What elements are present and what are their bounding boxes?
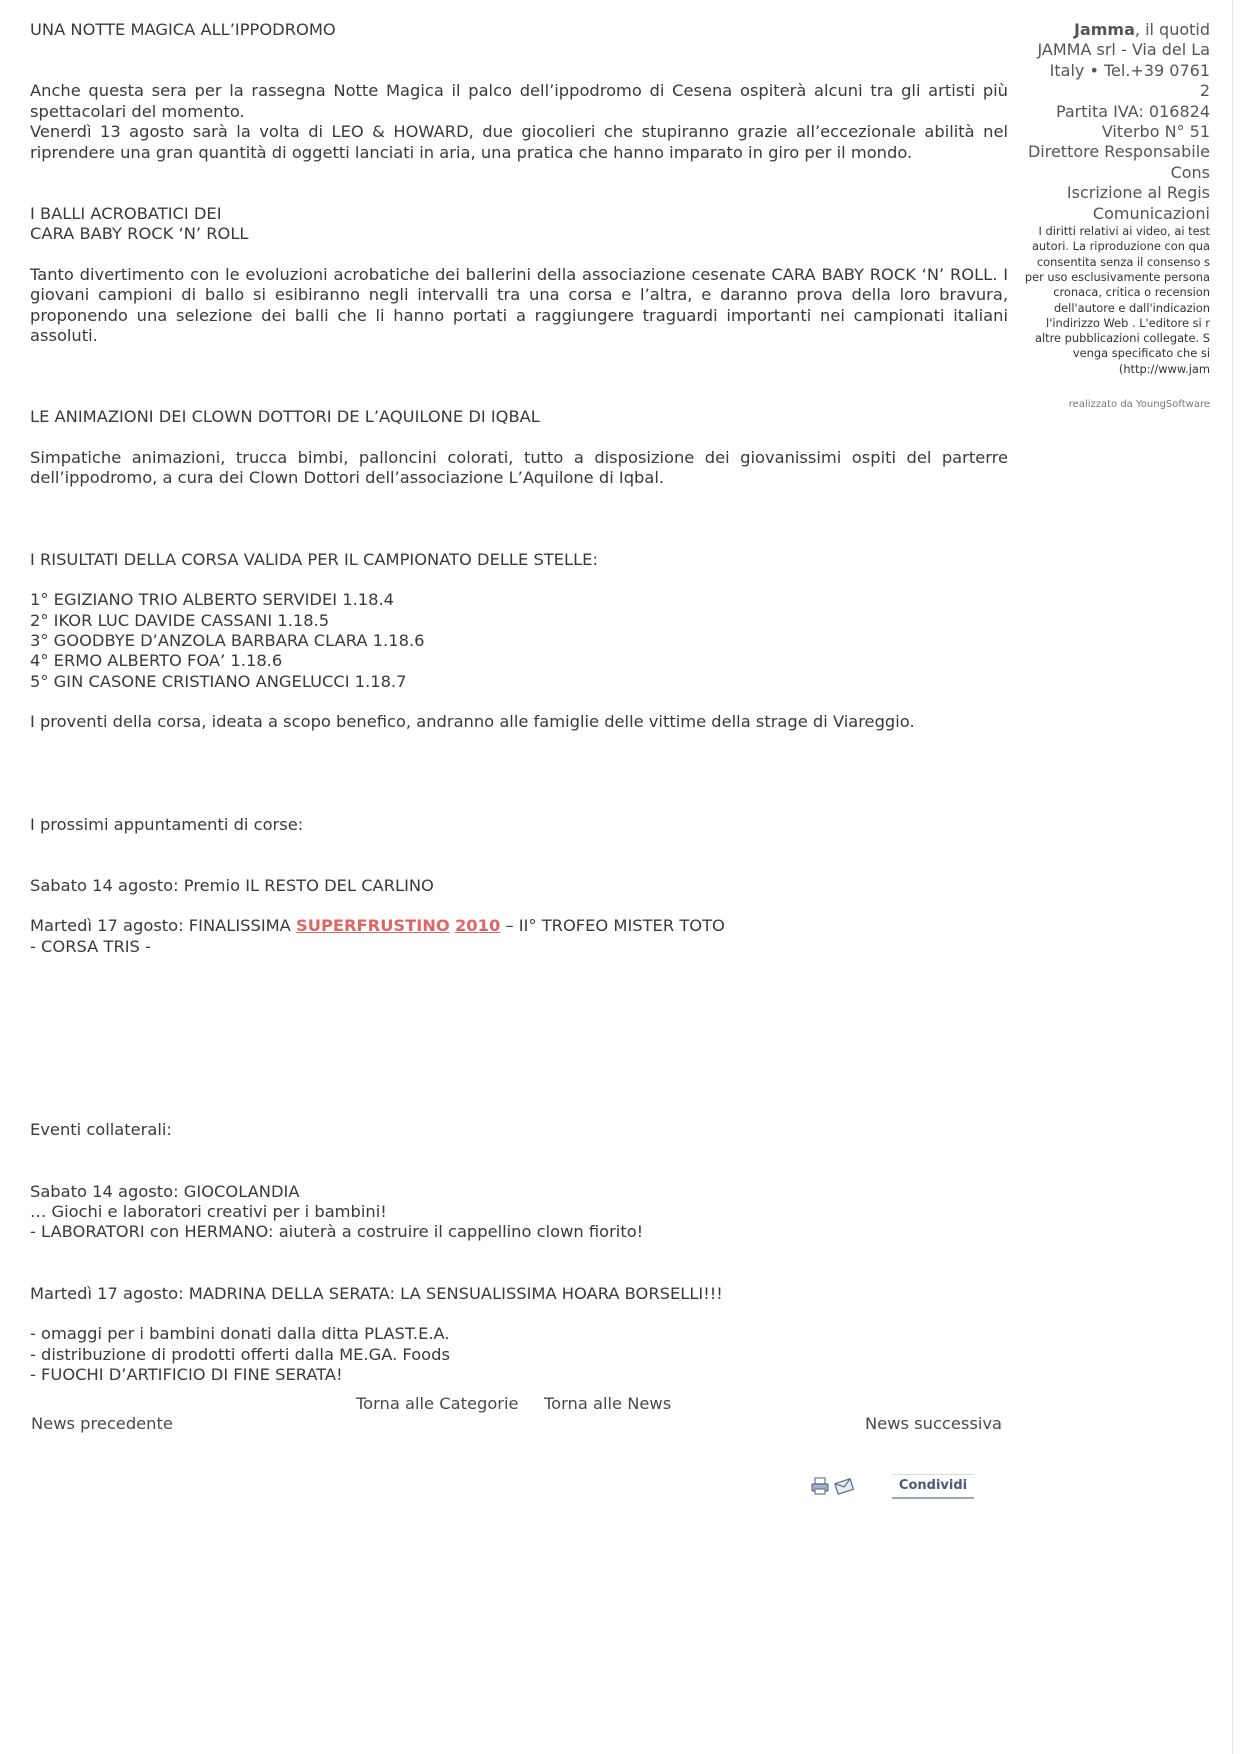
event-tuesday-item: - omaggi per i bambini donati dalla ditta PLAST.E.A.	[30, 1324, 450, 1344]
sidebar-line: Partita IVA: 016824	[1055, 101, 1210, 121]
sidebar-line: Viterbo N° 51	[1101, 122, 1210, 142]
site-info-sidebar	[1010, 20, 1210, 410]
next-race-tuesday-suffix: – II° TROFEO MISTER TOTO	[500, 916, 725, 936]
sidebar-line: Iscrizione al Regis	[1066, 183, 1210, 203]
result-row: 2° IKOR LUC DAVIDE CASSANI 1.18.5	[30, 610, 330, 630]
event-tuesday-title: Martedì 17 agosto: MADRINA DELLA SERATA: LA SENSUALISSIMA HOARA BORSELLI!!!	[30, 1283, 723, 1303]
balli-heading-line1: I BALLI ACROBATICI DEI	[30, 204, 222, 224]
sidebar-brand-tail: , il quotid	[1134, 20, 1210, 39]
page-edge-rule	[1232, 0, 1233, 1754]
share-button[interactable]: Condividi	[892, 1474, 974, 1499]
result-row: 3° GOODBYE D’ANZOLA BARBARA CLARA 1.18.6	[30, 630, 425, 650]
sidebar-rights-line: I diritti relativi ai video, ai test	[1038, 224, 1210, 239]
clown-text: Simpatiche animazioni, trucca bimbi, palloncini colorati, tutto a disposizione dei giovanissimi ospiti del parterre dell’ippodromo, a cura dei Clown Dottori dell’associazione L’Aquilone di Iqbal.	[30, 447, 1008, 488]
balli-heading-line2: CARA BABY ROCK ‘N’ ROLL	[30, 224, 249, 244]
next-races-heading: I prossimi appuntamenti di corse:	[30, 814, 304, 834]
sidebar-rights-line: dell'autore e dall'indicazion	[1053, 300, 1210, 315]
next-race-saturday: Sabato 14 agosto: Premio IL RESTO DEL CARLINO	[30, 875, 434, 895]
results-heading: I RISULTATI DELLA CORSA VALIDA PER IL CAMPIONATO DELLE STELLE:	[30, 549, 598, 569]
intro-paragraph-2: Venerdì 13 agosto sarà la volta di LEO & HOWARD, due giocolieri che stupiranno grazie all’eccezionale abilità nel riprendere una gran quantità di oggetti lanciati in aria, una pratica che hanno imparato in giro per il mondo.	[30, 122, 1008, 162]
sidebar-rights-line: per uso esclusivamente persona	[1024, 269, 1210, 284]
event-saturday-line1: … Giochi e laboratori creativi per i bambini!	[30, 1201, 387, 1221]
event-saturday-line2: - LABORATORI con HERMANO: aiuterà a costruire il cappellino clown fiorito!	[30, 1222, 644, 1242]
superfrustino-link[interactable]: SUPERFRUSTINO	[296, 916, 450, 936]
sidebar-line: Comunicazioni	[1092, 203, 1210, 223]
sidebar-rights-line: l'indirizzo Web . L'editore si r	[1046, 315, 1210, 330]
sidebar-rights-line: consentita senza il consenso s	[1036, 254, 1210, 269]
event-tuesday-item: - distribuzione di prodotti offerti dalla ME.GA. Foods	[30, 1344, 450, 1364]
print-icon[interactable]	[810, 1476, 830, 1496]
year-2010-link[interactable]: 2010	[454, 916, 501, 936]
sidebar-brand: Jamma	[1074, 20, 1135, 39]
sidebar-rights-line: altre pubblicazioni collegate. S	[1035, 331, 1210, 346]
next-race-tuesday-line2: - CORSA TRIS -	[30, 936, 151, 956]
sidebar-rights-line: autori. La riproduzione con qua	[1031, 239, 1210, 254]
result-row: 5° GIN CASONE CRISTIANO ANGELUCCI 1.18.7	[30, 671, 407, 691]
event-saturday-title: Sabato 14 agosto: GIOCOLANDIA	[30, 1181, 300, 1201]
sidebar-rights-line: cronaca, critica o recension	[1053, 285, 1210, 300]
article-title: UNA NOTTE MAGICA ALL’IPPODROMO	[30, 20, 336, 39]
sidebar-line: Direttore Responsabile	[1027, 142, 1210, 162]
sidebar-line: Cons	[1170, 162, 1210, 182]
result-row: 4° ERMO ALBERTO FOA’ 1.18.6	[30, 651, 283, 671]
sidebar-credit[interactable]: realizzato da YoungSoftware	[1068, 399, 1210, 411]
sidebar-brand-line	[1010, 20, 1210, 40]
email-icon[interactable]	[834, 1476, 854, 1496]
sidebar-line: JAMMA srl - Via del La	[1037, 40, 1210, 60]
article-body	[30, 20, 1008, 1385]
balli-text: Tanto divertimento con le evoluzioni acrobatiche dei ballerini della associazione cesenate CARA BABY ROCK ‘N’ ROLL. I giovani campioni di ballo si esibiranno negli intervalli tra una corsa e l’altra, e daranno prova della loro bravura, proponendo una selezione dei balli che li hanno portati a raggiungere traguardi importanti nei campionati italiani assoluti.	[30, 264, 1008, 346]
intro-paragraph-1: Anche questa sera per la rassegna Notte Magica il palco dell’ippodromo di Cesena ospiterà alcuni tra gli artisti più spettacolari del momento.	[30, 81, 1008, 121]
next-news-link[interactable]: News successiva	[865, 1414, 1002, 1433]
sidebar-rights-line: venga specificato che si	[1072, 346, 1210, 361]
back-to-categories-link[interactable]: Torna alle Categorie	[356, 1394, 519, 1413]
result-row: 1° EGIZIANO TRIO ALBERTO SERVIDEI 1.18.4	[30, 590, 394, 610]
sidebar-rights-line: (http://www.jam	[1118, 361, 1210, 376]
back-to-news-link[interactable]: Torna alle News	[544, 1394, 672, 1413]
tools-icons	[810, 1476, 854, 1496]
next-race-tuesday-prefix: Martedì 17 agosto: FINALISSIMA	[30, 916, 296, 936]
clown-heading: LE ANIMAZIONI DEI CLOWN DOTTORI DE L’AQUILONE DI IQBAL	[30, 407, 540, 427]
previous-news-link[interactable]: News precedente	[31, 1414, 173, 1433]
sidebar-line: 2	[1199, 81, 1210, 101]
sidebar-line: Italy • Tel.+39 0761	[1049, 60, 1210, 80]
next-race-tuesday	[30, 916, 1008, 936]
results-note: I proventi della corsa, ideata a scopo benefico, andranno alle famiglie delle vittime della strage di Viareggio.	[30, 712, 915, 732]
event-tuesday-item: - FUOCHI D’ARTIFICIO DI FINE SERATA!	[30, 1365, 343, 1384]
events-heading: Eventi collaterali:	[30, 1120, 172, 1140]
